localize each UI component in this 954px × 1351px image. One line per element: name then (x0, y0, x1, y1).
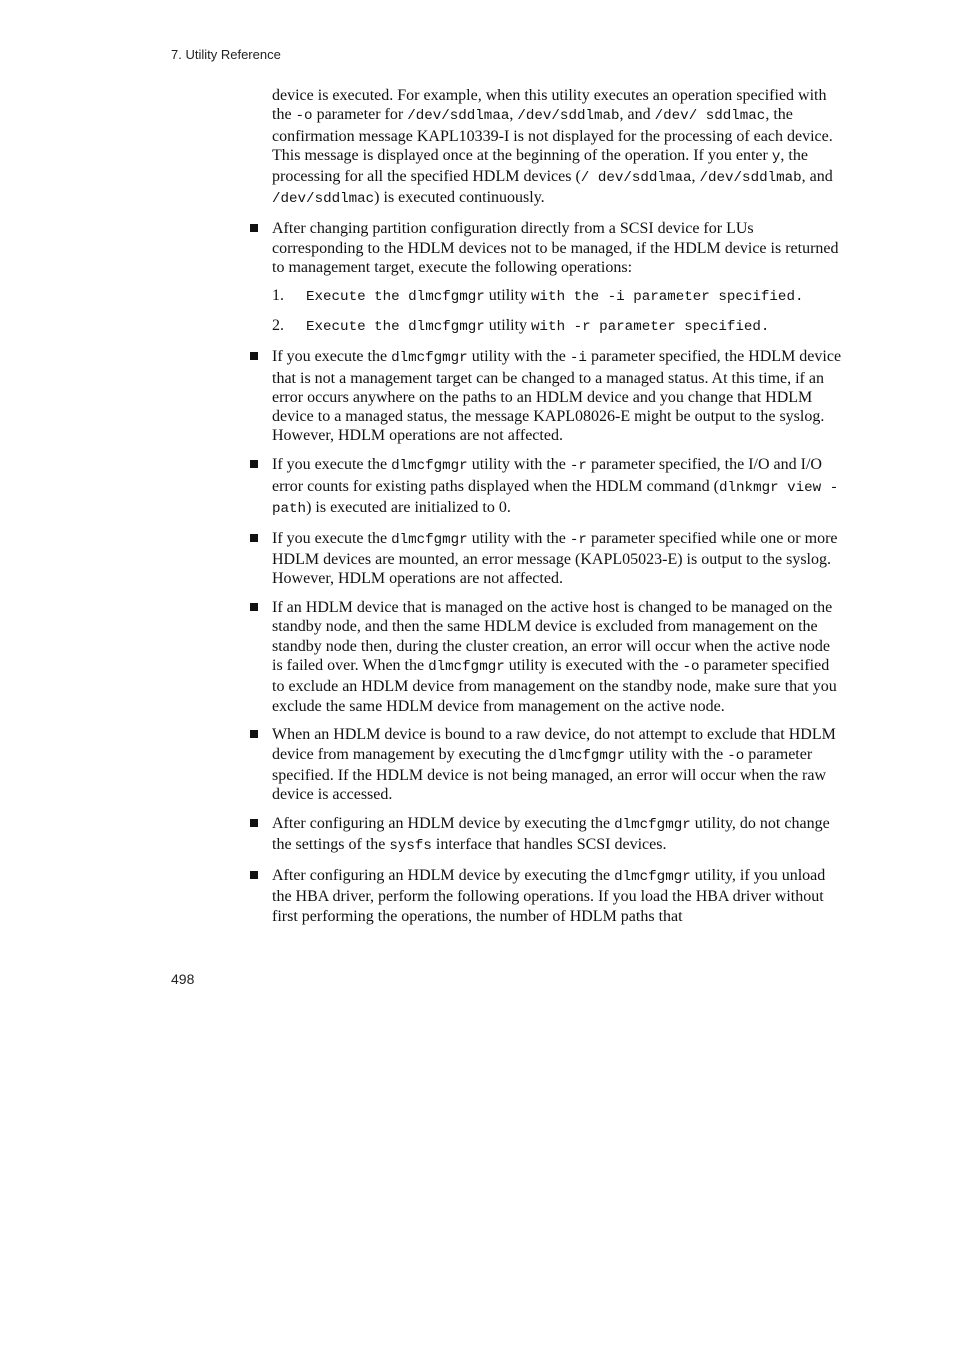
text-span: parameter specified while one or more HDLM devices are mounted, an error message (KAPL05023-E) is output to the syslog. However, HDLM operations are not affected. (272, 529, 838, 588)
step-text (306, 287, 803, 304)
code-span: dlmcfgmgr (391, 350, 468, 367)
code-span: -o (682, 658, 700, 675)
step-item (272, 286, 844, 307)
text-span: interface that handles SCSI devices. (431, 836, 667, 854)
square-bullet-icon (250, 871, 258, 879)
step-text (306, 317, 769, 334)
running-header: 7. Utility Reference (171, 47, 281, 62)
bullet-text (272, 814, 844, 857)
text-span: utility with the (467, 456, 570, 474)
text-span: utility with the (467, 348, 570, 366)
code-span: /dev/sddlmab (517, 108, 620, 125)
code-span: dlmcfgmgr (428, 658, 505, 675)
text-span: device is executed. For example, when this utility executes an operation specified with the (272, 87, 827, 124)
square-bullet-icon (250, 460, 258, 468)
code-span: -i (569, 350, 587, 367)
text-span: , the processing for all the specified HDLM devices ( (272, 146, 808, 186)
text-span: If an HDLM device that is managed on the active host is changed to be managed on the standby node, and then the same HDLM device is excluded from management on the standby node then, during the cluster creation, an error will occur when the active node is failed over. When the (272, 599, 833, 674)
code-span: dlmcfgmgr (614, 817, 691, 833)
code-span: /dev/sddlmac (272, 191, 375, 208)
text-span: parameter specified, the I/O and I/O error counts for existing paths displayed when the HDLM command ( (272, 456, 822, 495)
bullet-item (272, 455, 844, 519)
code-span: -r (569, 458, 587, 475)
bullet-item (272, 598, 844, 716)
code-span: /dev/ sddlmac (654, 108, 766, 125)
code-span: /dev/sddlmab (699, 170, 802, 187)
bullet-item (272, 866, 844, 926)
square-bullet-icon (250, 352, 258, 360)
step-number: 1. (272, 287, 284, 305)
text-span: ) is executed are initialized to 0. (306, 498, 511, 516)
code-span: dlmcfgmgr (391, 531, 468, 548)
bullet-text (272, 866, 844, 926)
text-span: If you execute the (272, 348, 392, 366)
text-span: , and (801, 168, 833, 186)
text-span: utility with the (624, 745, 728, 763)
code-span: /dev/sddlmaa (407, 108, 510, 125)
text-span: utility, if you unload the HBA driver, perform the following operations. If you load the HBA driver without first performing the operations, the number of HDLM paths that (272, 867, 826, 925)
square-bullet-icon (250, 534, 258, 542)
text-span: , (691, 168, 700, 186)
text-span: After configuring an HDLM device by executing the (272, 815, 615, 832)
code-span: y (771, 148, 781, 165)
bullet-text (272, 529, 844, 589)
code-span: Execute the dlmcfgmgr (306, 319, 485, 336)
square-bullet-icon (250, 730, 258, 738)
intro-paragraph (272, 86, 844, 210)
code-span: with the -i parameter specified. (531, 289, 804, 306)
code-span: dlmcfgmgr (548, 747, 625, 764)
bullet-item (272, 347, 844, 445)
bullet-text (272, 725, 844, 804)
code-span: Execute the dlmcfgmgr (306, 289, 485, 306)
bullet-item (272, 219, 844, 337)
text-span: ) is executed continuously. (374, 189, 545, 207)
document-body (272, 86, 844, 935)
text-span: utility with the (467, 529, 570, 547)
text-span: If you execute the (272, 456, 392, 474)
text-span: utility (484, 287, 532, 305)
step-number: 2. (272, 317, 284, 335)
code-span: -o (727, 747, 745, 764)
code-span: dlnkmgr view -path (272, 479, 839, 517)
text-span: parameter specified. If the HDLM device is not being managed, an error will occur when the raw device is accessed. (272, 745, 827, 804)
bullet-text (272, 219, 844, 277)
square-bullet-icon (250, 224, 258, 232)
bullet-item (272, 725, 844, 804)
bullet-list (272, 219, 844, 926)
square-bullet-icon (250, 603, 258, 611)
text-span: utility (484, 317, 532, 335)
bullet-item (272, 814, 844, 857)
code-span: dlmcfgmgr (614, 869, 691, 886)
bullet-item (272, 529, 844, 589)
numbered-steps (272, 286, 844, 338)
text-span: After configuring an HDLM device by executing the (272, 867, 615, 885)
code-span: / dev/sddlmaa (580, 170, 692, 187)
text-span: utility, do not change the settings of the (272, 815, 830, 854)
square-bullet-icon (250, 819, 258, 827)
bullet-text (272, 598, 844, 716)
code-span: -o (295, 108, 313, 125)
code-span: sysfs (389, 838, 432, 855)
page-number: 498 (171, 971, 195, 987)
step-item (272, 316, 844, 337)
text-span: parameter specified, the HDLM device that is not a management target can be changed to a managed status. At this time, if an error occurs anywhere on the paths to an HDLM device and you change that HDLM device to a managed status, the message KAPL08026-E might be output to the syslog. However, HDLM operations are not affected. (272, 348, 842, 445)
text-span: When an HDLM device is bound to a raw device, do not attempt to exclude that HDLM device from management by executing the (272, 726, 836, 763)
text-span: After changing partition configuration directly from a SCSI device for LUs corresponding to the HDLM devices not to be managed, if the HDLM device is returned to management target, execute the following operations: (272, 220, 839, 276)
code-span: dlmcfgmgr (391, 458, 468, 475)
bullet-text (272, 347, 844, 445)
text-span: parameter for (312, 106, 408, 124)
text-span: parameter specified to exclude an HDLM device from management on the standby node, make sure that you exclude the same HDLM device from management on the active node. (272, 656, 837, 715)
bullet-text (272, 455, 844, 519)
code-span: -r (569, 531, 587, 548)
code-span: with -r parameter specified. (531, 319, 770, 336)
text-span: utility is executed with the (504, 656, 683, 674)
text-span: , the confirmation message KAPL10339-I is not displayed for the processing of each device. This message is displayed once at the beginning of the operation. If you enter (272, 106, 833, 164)
text-span: , and (619, 106, 655, 124)
text-span: , (509, 106, 518, 124)
text-span: If you execute the (272, 529, 392, 547)
